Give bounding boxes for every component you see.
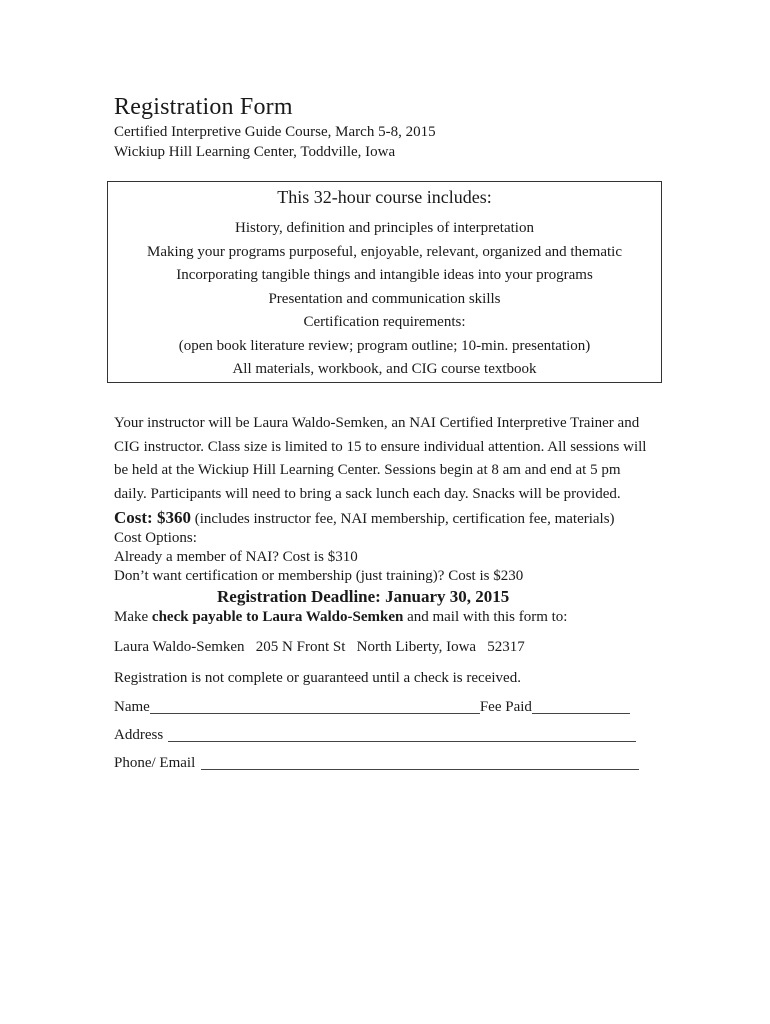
course-item: Certification requirements: (303, 314, 466, 330)
payment-payee: check payable to Laura Waldo-Semken (151, 609, 404, 625)
fee-paid-field[interactable] (532, 699, 630, 714)
cost-line (114, 508, 654, 529)
course-item: (open book literature review; program outline; 10-min. presentation) (178, 337, 591, 354)
payment-instructions (114, 607, 654, 627)
name-field[interactable] (150, 699, 480, 714)
phone-email-field[interactable] (201, 755, 639, 770)
phone-email-label: Phone/ Email (114, 755, 196, 771)
page-title: Registration Form (114, 94, 293, 120)
address-field[interactable] (168, 727, 636, 742)
course-item: Making your programs purposeful, enjoyable, relevant, organized and thematic (147, 243, 622, 260)
course-item: Incorporating tangible things and intangible ideas into your programs (176, 267, 593, 283)
address-row (114, 725, 654, 745)
course-includes-box (107, 181, 662, 383)
name-label: Name (114, 699, 150, 715)
payment-suffix: and mail with this form to: (403, 609, 568, 625)
course-item: Presentation and communication skills (268, 290, 501, 307)
name-fee-row (114, 697, 654, 717)
phone-email-row (114, 753, 654, 773)
form-body (114, 412, 654, 773)
payment-prefix: Make (114, 609, 152, 625)
fee-paid-label: Fee Paid (479, 699, 532, 715)
instructor-paragraph: Your instructor will be Laura Waldo-Semken, an NAI Certified Interpretive Trainer and CIG instructor. Class size is limited to 15 to ensure individual attention. All sessions will be held at the Wickiup Hill Learning Center. Sessions begin at 8 am and end at 5 pm daily. Participants will need to bring a sack lunch each day. Snacks will be provided. (114, 415, 647, 502)
cost-label: Cost: $360 (114, 508, 191, 527)
course-box-heading: This 32-hour course includes: (277, 187, 492, 207)
mailing-address: Laura Waldo-Semken 205 N Front St North Liberty, Iowa 52317 (114, 639, 525, 655)
cost-options-label: Cost Options: (114, 530, 197, 546)
registration-notice: Registration is not complete or guaranteed until a check is received. (114, 670, 521, 686)
registration-deadline: Registration Deadline: January 30, 2015 (217, 587, 510, 606)
address-label: Address (114, 727, 164, 743)
cost-detail: (includes instructor fee, NAI membership, certification fee, materials) (190, 511, 615, 527)
location-subtitle: Wickiup Hill Learning Center, Toddville, Iowa (114, 144, 396, 160)
course-item: All materials, workbook, and CIG course textbook (232, 361, 537, 377)
cost-option-training: Don’t want certification or membership (just training)? Cost is $230 (114, 568, 524, 584)
cost-option-member: Already a member of NAI? Cost is $310 (114, 549, 358, 565)
course-item: History, definition and principles of interpretation (235, 220, 534, 236)
course-subtitle: Certified Interpretive Guide Course, March 5-8, 2015 (114, 124, 436, 140)
form-header (114, 92, 664, 162)
